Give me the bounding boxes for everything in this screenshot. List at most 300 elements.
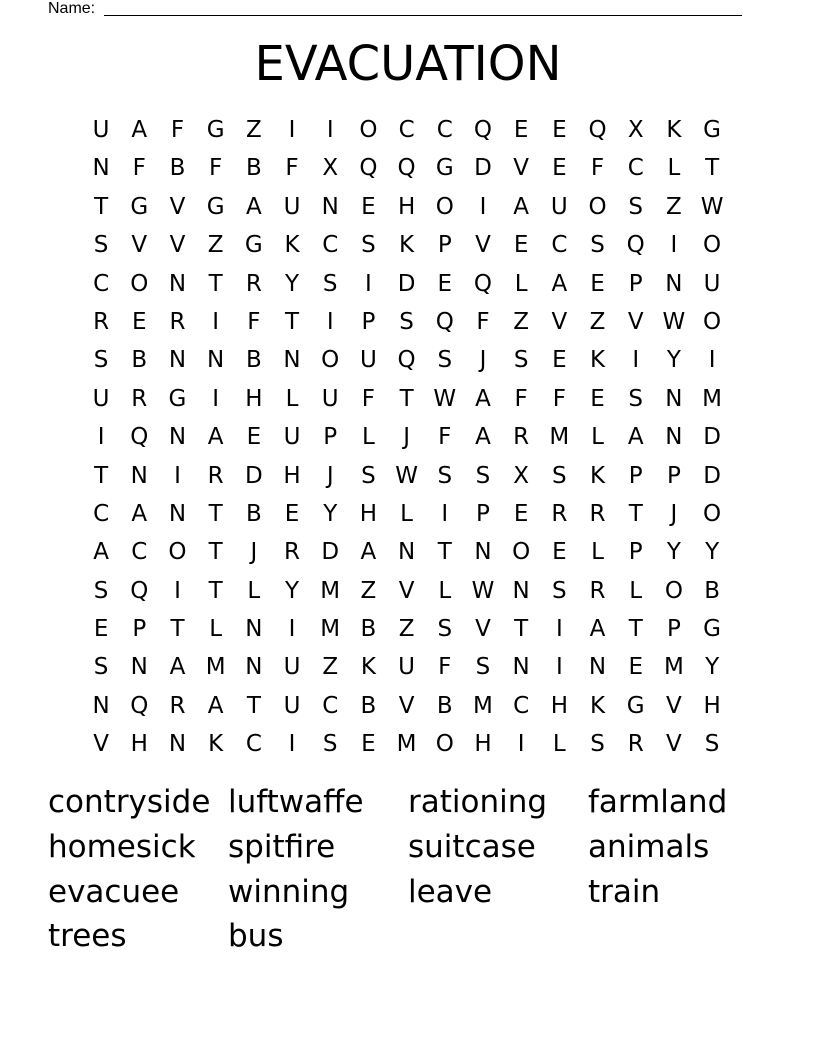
grid-letter: B [245,347,262,374]
grid-letter: E [628,654,643,681]
grid-letter: T [94,462,109,489]
grid-letter: S [437,462,453,489]
grid-letter: F [247,308,261,335]
grid-letter: M [205,654,226,681]
grid-letter: Z [589,308,606,335]
grid-letter: Q [397,347,416,374]
grid-letter: P [666,616,681,643]
grid-letter: S [513,347,529,374]
grid-letter: P [628,539,643,566]
grid-letter: N [92,692,110,719]
grid-letter: R [589,577,606,604]
grid-row [82,648,731,686]
grid-letter: O [703,308,722,335]
grid-letter: Z [666,193,682,220]
grid-letter: L [552,731,566,758]
grid-letter: A [475,385,491,412]
grid-letter: P [323,424,338,451]
grid-letter: U [92,385,110,412]
grid-letter: H [703,692,721,719]
grid-letter: I [555,654,563,681]
grid-letter: H [245,385,263,412]
grid-letter: D [703,424,721,451]
grid-letter: J [250,539,258,566]
grid-letter: N [207,347,225,374]
grid-letter: E [132,308,147,335]
grid-letter: H [359,500,378,527]
grid-letter: R [131,385,148,412]
grid-letter: E [590,385,605,412]
grid-letter: V [93,731,109,758]
grid-letter: Y [323,500,338,527]
grid-row [82,533,731,571]
grid-letter: V [398,692,415,719]
grid-letter: Q [130,692,149,719]
word-item: luftwaffe [228,784,364,820]
word-item: evacuee [48,873,180,910]
grid-letter: X [513,462,530,489]
grid-letter: S [93,232,109,259]
grid-letter: U [703,270,721,297]
grid-letter: I [326,117,334,143]
name-field[interactable] [48,0,742,18]
grid-letter: F [285,155,299,182]
grid-letter: S [361,462,376,489]
grid-letter: X [322,155,339,182]
grid-letter: U [283,692,301,719]
grid-row [82,610,731,648]
name-label: Name: [48,0,96,17]
grid-letter: C [551,232,568,259]
grid-letter: G [130,193,149,220]
grid-letter: N [168,270,187,297]
grid-letter: C [93,270,110,297]
grid-letter: N [397,539,416,566]
grid-letter: E [552,117,567,143]
grid-letter: A [627,424,644,451]
grid-letter: T [208,577,223,604]
grid-letter: A [169,654,186,681]
grid-letter: I [174,577,181,604]
grid-letter: E [513,500,529,527]
grid-letter: P [132,616,147,643]
grid-letter: C [93,500,110,527]
grid-row [82,380,731,418]
grid-letter: V [169,193,186,220]
grid-letter: G [168,385,187,412]
grid-letter: Q [588,117,607,143]
grid-letter: R [627,731,644,758]
grid-letter: D [703,462,721,489]
grid-letter: Y [285,270,300,297]
grid-letter: H [397,193,416,220]
grid-letter: S [704,731,720,758]
grid-letter: I [174,462,181,489]
grid-letter: L [400,500,413,527]
grid-letter: B [169,155,186,182]
grid-letter: E [590,270,605,297]
grid-letter: H [130,731,148,758]
grid-letter: O [703,500,722,527]
grid-letter: R [245,270,262,297]
grid-letter: Q [473,117,493,143]
grid-letter: W [471,577,495,604]
grid-letter: T [208,539,223,566]
grid-letter: E [513,117,529,143]
grid-letter: E [93,616,109,643]
grid-letter: I [212,385,220,412]
grid-letter: U [359,347,377,374]
grid-letter: M [320,616,341,643]
grid-letter: M [396,731,417,758]
grid-letter: R [169,692,186,719]
grid-letter: M [702,385,723,412]
grid-letter: N [665,424,683,451]
grid-letter: B [436,692,453,719]
grid-letter: G [703,616,721,643]
grid-letter: T [285,308,300,335]
grid-letter: C [398,117,415,143]
grid-letter: V [169,232,186,259]
grid-letter: V [666,692,682,719]
grid-letter: S [590,232,605,259]
grid-letter: V [475,616,491,643]
grid-letter: E [246,424,262,451]
grid-row [82,303,731,341]
grid-row [82,457,731,495]
grid-row [82,341,731,379]
grid-letter: E [552,347,567,374]
grid-row [82,725,731,763]
grid-letter: I [632,347,640,374]
grid-letter: H [550,692,568,719]
grid-letter: B [245,155,262,182]
word-item: homesick [48,828,196,865]
name-underline [104,15,742,16]
grid-letter: E [513,232,529,259]
grid-letter: C [513,692,530,719]
grid-letter: N [168,500,187,527]
grid-letter: R [284,539,301,566]
grid-letter: R [589,500,606,527]
grid-letter: R [93,308,110,335]
grid-letter: Q [435,308,454,335]
grid-letter: N [321,193,339,220]
grid-letter: L [209,616,223,643]
grid-letter: O [703,232,722,259]
grid-letter: O [168,539,187,566]
page-title: EVACUATION [254,36,562,92]
grid-letter: K [360,654,376,681]
grid-letter: L [629,577,643,604]
grid-letter: Q [397,155,416,182]
grid-letter: L [667,155,681,182]
grid-letter: G [626,692,645,719]
grid-letter: T [628,500,643,527]
grid-letter: T [94,193,109,220]
grid-letter: P [666,462,681,489]
grid-row [82,572,731,610]
grid-letter: G [206,193,225,220]
grid-letter: S [361,232,376,259]
grid-letter: A [589,616,606,643]
word-item: farmland [588,784,728,820]
grid-letter: Z [513,308,530,335]
grid-letter: I [441,500,449,527]
word-item: bus [228,918,284,955]
word-item: suitcase [408,828,536,865]
grid-letter: O [588,193,607,220]
grid-letter: O [664,577,683,604]
grid-letter: Z [322,654,339,681]
grid-letter: D [321,539,340,566]
grid-letter: A [207,692,224,719]
grid-row [82,111,731,149]
grid-letter: C [322,692,339,719]
grid-letter: I [326,308,334,335]
grid-letter: N [245,616,263,643]
grid-letter: R [169,308,186,335]
grid-letter: S [93,577,109,604]
word-item: contryside [48,784,211,820]
grid-letter: U [283,654,301,681]
grid-letter: W [395,462,418,489]
grid-row [82,265,731,303]
grid-letter: G [206,117,225,143]
grid-letter: T [399,385,414,412]
grid-letter: O [359,117,378,143]
grid-letter: Q [626,232,645,259]
grid-letter: E [437,270,453,297]
grid-letter: S [322,731,338,758]
grid-letter: G [703,117,721,143]
grid-letter: C [131,539,148,566]
grid-letter: B [245,500,262,527]
grid-row [82,687,731,725]
word-item: spitfire [228,828,336,865]
grid-letter: O [512,539,531,566]
grid-letter: K [589,692,606,719]
grid-letter: S [93,654,109,681]
grid-letter: T [705,155,720,182]
grid-row [82,149,731,187]
grid-letter: A [207,424,224,451]
grid-letter: I [212,308,220,335]
grid-letter: K [589,462,606,489]
grid-letter: W [700,193,724,220]
grid-letter: T [208,270,223,297]
word-item: animals [588,828,710,865]
grid-letter: L [514,270,528,297]
grid-letter: U [283,424,301,451]
grid-letter: N [130,654,148,681]
grid-letter: I [288,731,296,758]
grid-letter: B [360,616,377,643]
grid-letter: U [550,193,568,220]
grid-letter: Z [245,117,262,143]
grid-letter: U [92,117,110,143]
grid-letter: P [361,308,376,335]
grid-letter: K [666,117,682,143]
grid-letter: E [284,500,300,527]
grid-letter: U [283,193,301,220]
grid-letter: V [627,308,644,335]
grid-letter: F [514,385,528,412]
grid-letter: L [247,577,261,604]
grid-letter: Z [398,616,415,643]
grid-letter: S [437,347,453,374]
grid-letter: N [665,385,683,412]
grid-letter: I [555,616,563,643]
grid-letter: C [245,731,262,758]
grid-letter: T [514,616,529,643]
grid-letter: N [92,155,110,182]
grid-letter: N [665,270,683,297]
grid-letter: Y [666,539,681,566]
grid-letter: A [475,424,491,451]
grid-row [82,495,731,533]
grid-letter: F [438,424,452,451]
grid-letter: Q [359,155,378,182]
grid-letter: E [552,539,567,566]
grid-letter: G [435,155,454,182]
grid-letter: W [662,308,686,335]
grid-letter: B [131,347,148,374]
grid-letter: D [397,270,416,297]
grid-letter: V [475,232,491,259]
grid-letter: Q [130,424,149,451]
grid-letter: K [399,232,415,259]
grid-letter: A [245,193,262,220]
grid-letter: A [93,539,109,566]
grid-letter: T [246,692,261,719]
grid-letter: M [663,654,684,681]
grid-letter: H [474,731,492,758]
grid-letter: I [365,270,372,297]
grid-letter: J [479,347,487,374]
grid-letter: L [361,424,375,451]
grid-letter: O [321,347,340,374]
grid-letter: G [244,232,263,259]
word-item: rationing [408,784,548,820]
grid-letter: S [437,616,453,643]
grid-letter: N [130,462,148,489]
grid-letter: T [628,616,643,643]
grid-letter: X [627,117,644,143]
grid-letter: E [552,155,567,182]
grid-letter: P [476,500,490,527]
grid-letter: L [591,539,604,566]
grid-letter: J [326,462,334,489]
grid-letter: S [552,577,567,604]
grid-letter: A [131,117,148,143]
grid-letter: B [704,577,720,604]
grid-letter: M [549,424,570,451]
grid-letter: I [670,232,678,259]
grid-letter: D [244,462,263,489]
grid-letter: Y [705,654,720,681]
grid-letter: Y [705,539,720,566]
grid-letter: S [475,654,491,681]
grid-letter: C [627,155,644,182]
grid-letter: O [435,193,454,220]
grid-letter: Q [473,270,493,297]
grid-letter: V [666,731,682,758]
grid-letter: E [361,193,376,220]
grid-letter: I [288,117,296,143]
grid-letter: Y [285,577,300,604]
grid-letter: N [283,347,301,374]
grid-letter: M [473,692,493,719]
grid-letter: S [322,270,338,297]
grid-letter: V [131,232,148,259]
grid-letter: I [708,347,716,374]
grid-letter: O [130,270,149,297]
grid-letter: S [628,385,644,412]
grid-letter: F [209,155,223,182]
grid-letter: T [437,539,452,566]
grid-letter: K [208,731,224,758]
grid-letter: U [321,385,339,412]
grid-letter: Z [207,232,224,259]
grid-letter: O [435,731,454,758]
grid-letter: K [284,232,300,259]
grid-letter: I [517,731,525,758]
grid-letter: V [513,155,530,182]
word-item: leave [408,873,493,910]
grid-letter: N [512,577,530,604]
grid-letter: C [436,117,453,143]
letter-grid [82,111,731,764]
grid-letter: N [168,347,187,374]
grid-letter: N [168,731,187,758]
grid-row [82,188,731,226]
grid-letter: S [590,731,605,758]
grid-letter: N [588,654,607,681]
grid-letter: P [628,462,643,489]
grid-letter: T [208,500,223,527]
grid-letter: J [670,500,678,527]
grid-letter: W [433,385,457,412]
grid-letter: Z [360,577,377,604]
word-item: trees [48,918,127,955]
grid-letter: T [170,616,185,643]
grid-letter: J [403,424,410,451]
grid-letter: R [207,462,224,489]
grid-letter: S [552,462,567,489]
grid-letter: S [475,462,491,489]
grid-letter: L [285,385,299,412]
grid-letter: R [513,424,530,451]
grid-letter: N [168,424,187,451]
grid-letter: F [552,385,566,412]
grid-letter: F [361,385,376,412]
grid-letter: U [398,654,416,681]
grid-letter: R [551,500,568,527]
grid-letter: P [628,270,643,297]
grid-letter: B [360,692,377,719]
grid-letter: I [288,616,296,643]
word-item: train [588,873,661,910]
grid-letter: S [93,347,109,374]
grid-letter: V [551,308,568,335]
grid-row [82,418,731,456]
grid-letter: N [245,654,263,681]
grid-letter: F [170,117,185,143]
grid-letter: V [398,577,415,604]
grid-letter: Y [666,347,681,374]
grid-letter: E [361,731,376,758]
